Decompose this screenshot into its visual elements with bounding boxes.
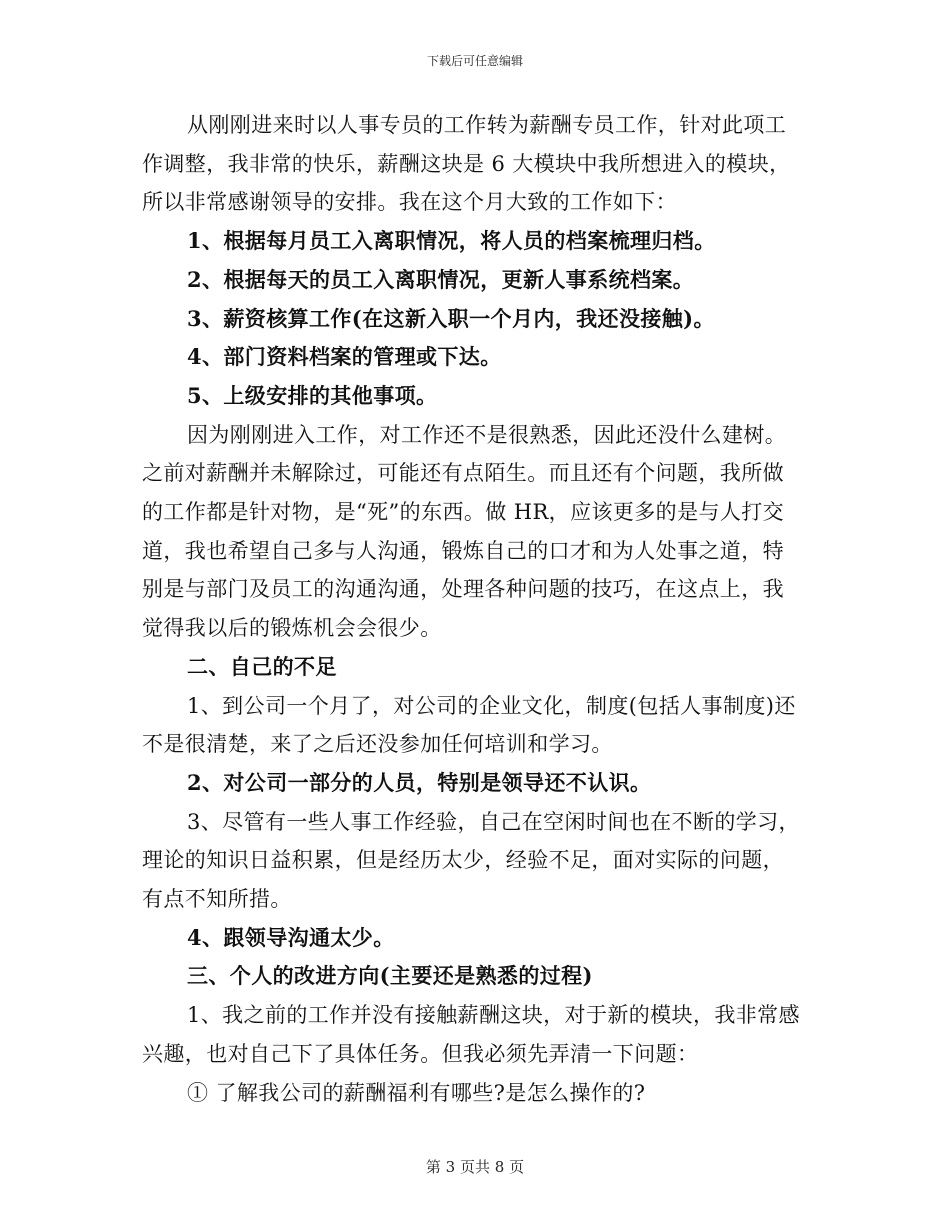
paragraph-8-line-1: 不是很清楚，来了之后还没参加任何培训和学习。 — [142, 732, 613, 757]
paragraph-10-line-2: 有点不知所措。 — [142, 887, 292, 912]
paragraph-12-line-0: 三、个人的改进方向(主要还是熟悉的过程) — [187, 963, 593, 989]
page-footer: 第 3 页共 8 页 — [425, 1158, 525, 1176]
paragraph-1-line-0: 1、根据每月员工入离职情况，将人员的档案梳理归档。 — [187, 228, 716, 254]
paragraph-14-line-0: ① 了解我公司的薪酬福利有哪些?是怎么操作的? — [187, 1080, 646, 1105]
paragraph-0-line-0: 从刚刚进来时以人事专员的工作转为薪酬专员工作，针对此项工 — [187, 113, 787, 137]
paragraph-2-line-0: 2、根据每天的员工入离职情况，更新人事系统档案。 — [187, 266, 695, 292]
paragraph-9-line-0: 2、对公司一部分的人员，特别是领导还不认识。 — [187, 769, 652, 795]
paragraph-6-line-0: 因为刚刚进入工作，对工作还不是很熟悉，因此还没什么建树。 — [187, 422, 787, 447]
paragraph-3-line-0: 3、薪资核算工作(在这新入职一个月内，我还没接触)。 — [187, 305, 715, 331]
paragraph-0-line-1: 作调整，我非常的快乐，薪酬这块是 6 大模块中我所想进入的模块， — [142, 151, 791, 176]
paragraph-6-line-4: 别是与部门及员工的沟通沟通，处理各种问题的技巧，在这点上，我 — [142, 577, 784, 602]
paragraph-6-line-1: 之前对薪酬并未解除过，可能还有点陌生。而且还有个问题，我所做 — [142, 461, 784, 486]
paragraph-0-line-2: 所以非常感谢领导的安排。我在这个月大致的工作如下： — [142, 190, 677, 215]
paragraph-8-line-0: 1、到公司一个月了，对公司的企业文化，制度(包括人事制度)还 — [187, 693, 796, 718]
paragraph-6-line-2: 的工作都是针对物，是“死”的东西。做 HR，应该更多的是与人打交 — [142, 500, 785, 525]
paragraph-6-line-5: 觉得我以后的锻炼机会会很少。 — [142, 616, 442, 641]
document-body — [142, 106, 810, 1112]
paragraph-6-line-3: 道，我也希望自己多与人沟通，锻炼自己的口才和为人处事之道，特 — [142, 538, 784, 563]
paragraph-7-line-0: 二、自己的不足 — [187, 653, 337, 679]
paragraph-4-line-0: 4、部门资料档案的管理或下达。 — [187, 344, 502, 370]
paragraph-13-line-0: 1、我之前的工作并没有接触薪酬这块，对于新的模块，我非常感 — [187, 1003, 800, 1028]
paragraph-10-line-1: 理论的知识日益积累，但是经历太少，经验不足，面对实际的问题， — [142, 848, 784, 873]
paragraph-11-line-0: 4、跟领导沟通太少。 — [187, 924, 395, 950]
paragraph-10-line-0: 3、尽管有一些人事工作经验，自己在空闲时间也在不断的学习， — [187, 809, 800, 834]
paragraph-5-line-0: 5、上级安排的其他事项。 — [187, 382, 438, 408]
page-header: 下载后可任意编辑 — [426, 54, 523, 68]
paragraph-13-line-1: 兴趣，也对自己下了具体任务。但我必须先弄清一下问题： — [142, 1041, 699, 1066]
